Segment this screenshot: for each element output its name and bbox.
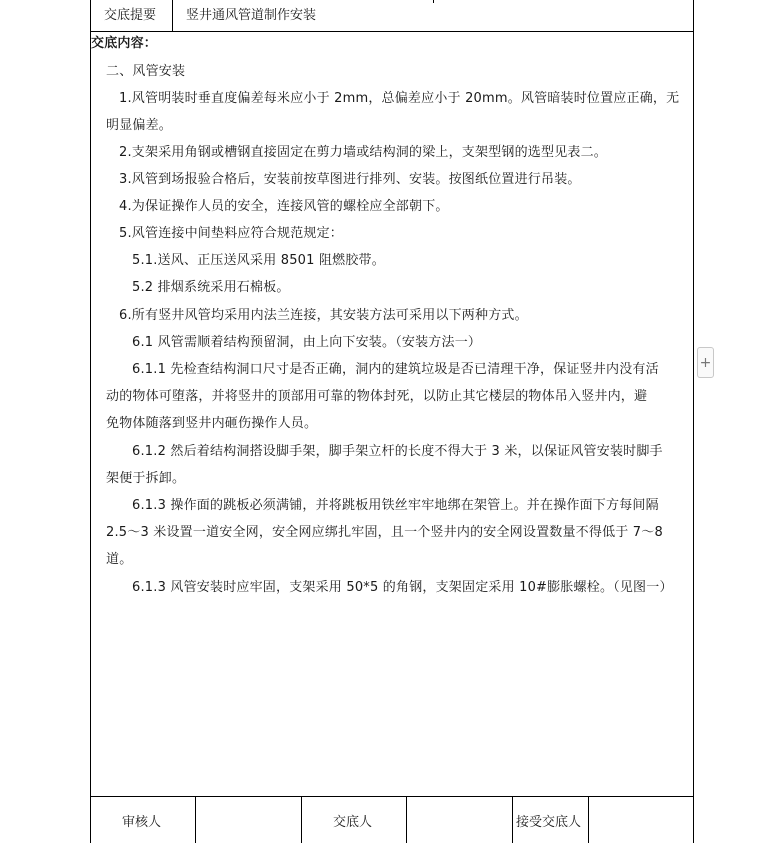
content-line: 动的物体可堕落，并将竖井的顶部用可靠的物体封死，以防止其它楼层的物体吊入竖井内，避 <box>106 389 648 404</box>
expand-button[interactable] <box>697 347 714 378</box>
content-line: 5.1.送风、正压送风采用 8501 阻燃胶带。 <box>132 253 385 268</box>
header-divider-top-right <box>433 0 434 3</box>
content-line: 二、风管安装 <box>106 64 186 79</box>
content-line: 明显偏差。 <box>106 118 173 133</box>
header-title: 竖井通风管道制作安装 <box>186 8 317 23</box>
footer-divider-1 <box>195 796 196 843</box>
footer-divider-5 <box>588 796 589 843</box>
footer-divider-2 <box>301 796 302 843</box>
plus-icon: + <box>699 354 712 371</box>
content-line: 2.支架采用角钢或槽钢直接固定在剪力墙或结构洞的梁上，支架型钢的选型见表二。 <box>119 145 608 160</box>
footer-divider-3 <box>406 796 407 843</box>
content-line: 6.1.2 然后着结构洞搭设脚手架，脚手架立杆的长度不得大于 3 米，以保证风管安装时脚手 <box>132 444 663 459</box>
header-divider <box>172 0 173 31</box>
reviewer-label: 审核人 <box>122 815 162 830</box>
footer-top-border <box>90 796 694 797</box>
content-heading: 交底内容： <box>91 36 158 51</box>
content-line: 6.1.3 操作面的跳板必须满铺，并将跳板用铁丝牢牢地绑在架管上。并在操作面下方每间隔 <box>132 498 659 513</box>
content-line: 6.1.1 先检查结构洞口尺寸是否正确，洞内的建筑垃圾是否已清理干净，保证竖井内没有活 <box>132 362 659 377</box>
content-line: 1.风管明装时垂直度偏差每米应小于 2mm，总偏差应小于 20mm。风管暗装时位置应正确，无 <box>119 91 680 106</box>
discloser-label: 交底人 <box>333 815 373 830</box>
table-border-right <box>693 0 694 843</box>
header-bottom-border <box>90 31 694 32</box>
header-label: 交底提要 <box>104 8 157 23</box>
content-line: 6.1 风管需顺着结构预留洞，由上向下安装。（安装方法一） <box>132 335 482 350</box>
content-line: 架便于拆卸。 <box>106 471 186 486</box>
content-line: 5.2 排烟系统采用石棉板。 <box>132 280 290 295</box>
content-line: 免物体随落到竖井内砸伤操作人员。 <box>106 416 318 431</box>
content-line: 5.风管连接中间垫料应符合规范规定： <box>119 226 344 241</box>
footer-divider-4 <box>512 796 513 843</box>
content-line: 3.风管到场报验合格后，安装前按草图进行排列、安装。按图纸位置进行吊装。 <box>119 172 581 187</box>
content-line: 6.1.3 风管安装时应牢固，支架采用 50*5 的角钢，支架固定采用 10#膨胀螺栓。（见图一） <box>132 580 673 595</box>
table-border-left <box>90 0 91 843</box>
content-line: 2.5～3 米设置一道安全网，安全网应绑扎牢固，且一个竖井内的安全网设置数量不得低于 7～8 <box>106 525 663 540</box>
receiver-label: 接受交底人 <box>516 815 582 830</box>
content-line: 道。 <box>106 552 133 567</box>
content-line: 4.为保证操作人员的安全，连接风管的螺栓应全部朝下。 <box>119 199 449 214</box>
content-line: 6.所有竖井风管均采用内法兰连接，其安装方法可采用以下两种方式。 <box>119 308 528 323</box>
